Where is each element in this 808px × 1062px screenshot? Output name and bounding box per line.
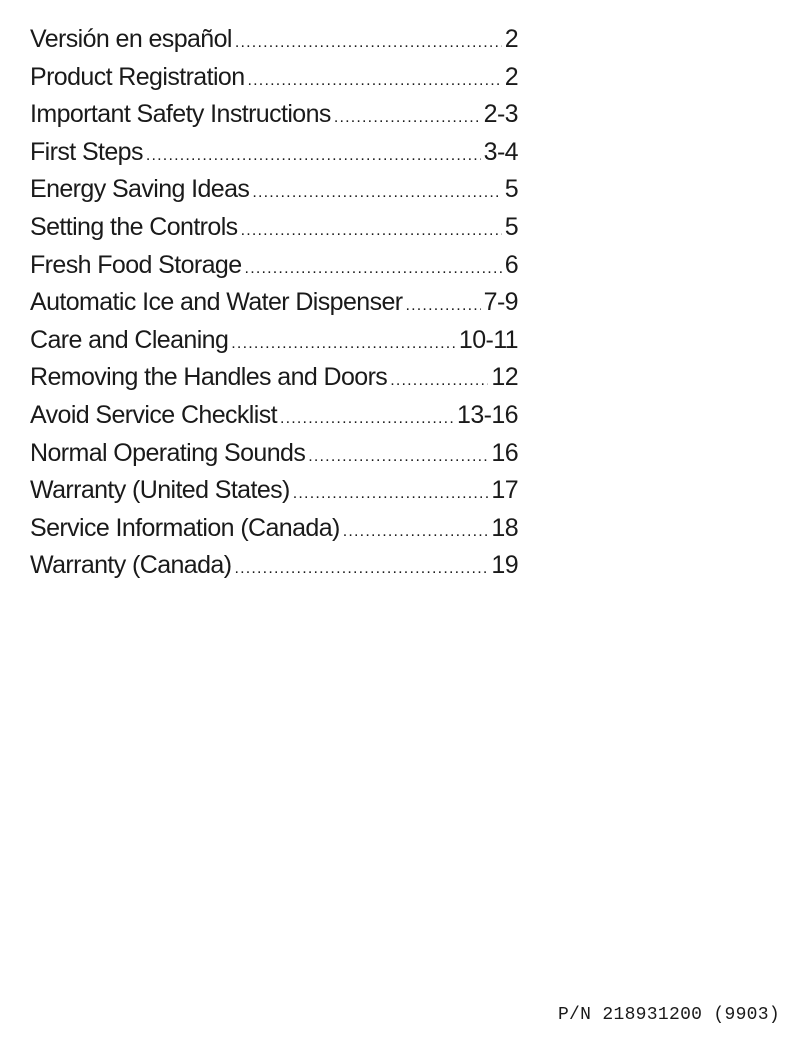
toc-entry-title: Removing the Handles and Doors [30, 363, 388, 392]
toc-entry-title: Setting the Controls [30, 212, 238, 241]
toc-entry [30, 439, 518, 477]
toc-entry-page: 13-16 [457, 400, 518, 429]
toc-entry-page: 19 [491, 551, 518, 580]
toc-entry [30, 213, 518, 251]
toc-entry-title: Fresh Food Storage [30, 250, 242, 279]
toc-entry [30, 401, 518, 439]
dot-leader [245, 260, 502, 278]
dot-leader [406, 297, 481, 315]
toc-entry-page: 2-3 [483, 100, 518, 129]
toc-entry [30, 100, 518, 138]
toc-entry [30, 476, 518, 514]
toc-entry-page: 18 [491, 513, 518, 542]
toc-entry [30, 363, 518, 401]
toc-entry-page: 6 [504, 250, 518, 279]
toc-entry-page: 7-9 [483, 288, 518, 317]
toc-entry-title: Avoid Service Checklist [30, 400, 277, 429]
toc-entry-page: 10-11 [458, 325, 518, 354]
dot-leader [241, 222, 502, 240]
table-of-contents [30, 25, 518, 589]
toc-entry-title: Product Registration [30, 62, 245, 91]
toc-entry-title: Warranty (United States) [30, 476, 290, 505]
toc-entry [30, 251, 518, 289]
dot-leader [390, 372, 488, 390]
dot-leader [146, 147, 481, 165]
toc-entry [30, 63, 518, 101]
toc-entry-title: Automatic Ice and Water Dispenser [30, 288, 403, 317]
toc-entry [30, 288, 518, 326]
toc-entry [30, 25, 518, 63]
toc-entry-page: 17 [491, 476, 518, 505]
dot-leader [280, 410, 454, 428]
toc-entry-page: 3-4 [483, 137, 518, 166]
toc-entry-page: 16 [491, 438, 518, 467]
toc-entry [30, 551, 518, 589]
toc-entry [30, 326, 518, 364]
dot-leader [343, 523, 489, 541]
dot-leader [235, 34, 502, 52]
toc-entry-title: Versión en español [30, 25, 232, 53]
dot-leader [248, 72, 502, 90]
toc-entry-title: Normal Operating Sounds [30, 438, 306, 467]
dot-leader [231, 335, 456, 353]
toc-entry-title: Warranty (Canada) [30, 551, 232, 580]
toc-entry-title: Important Safety Instructions [30, 100, 331, 129]
toc-entry-title: Service Information (Canada) [30, 513, 340, 542]
dot-leader [252, 184, 501, 202]
toc-entry-page: 12 [491, 363, 518, 392]
dot-leader [293, 485, 489, 503]
toc-entry [30, 175, 518, 213]
toc-entry-page: 5 [504, 175, 518, 204]
toc-entry-page: 2 [504, 62, 518, 91]
toc-entry-page: 5 [504, 212, 518, 241]
toc-entry [30, 514, 518, 552]
dot-leader [334, 109, 481, 127]
toc-entry [30, 138, 518, 176]
dot-leader [308, 448, 488, 466]
toc-entry-page: 2 [504, 25, 518, 53]
toc-entry-title: Care and Cleaning [30, 325, 229, 354]
dot-leader [234, 560, 488, 578]
part-number: P/N 218931200 (9903) [557, 1005, 780, 1025]
toc-entry-title: Energy Saving Ideas [30, 175, 250, 204]
toc-entry-title: First Steps [30, 137, 143, 166]
